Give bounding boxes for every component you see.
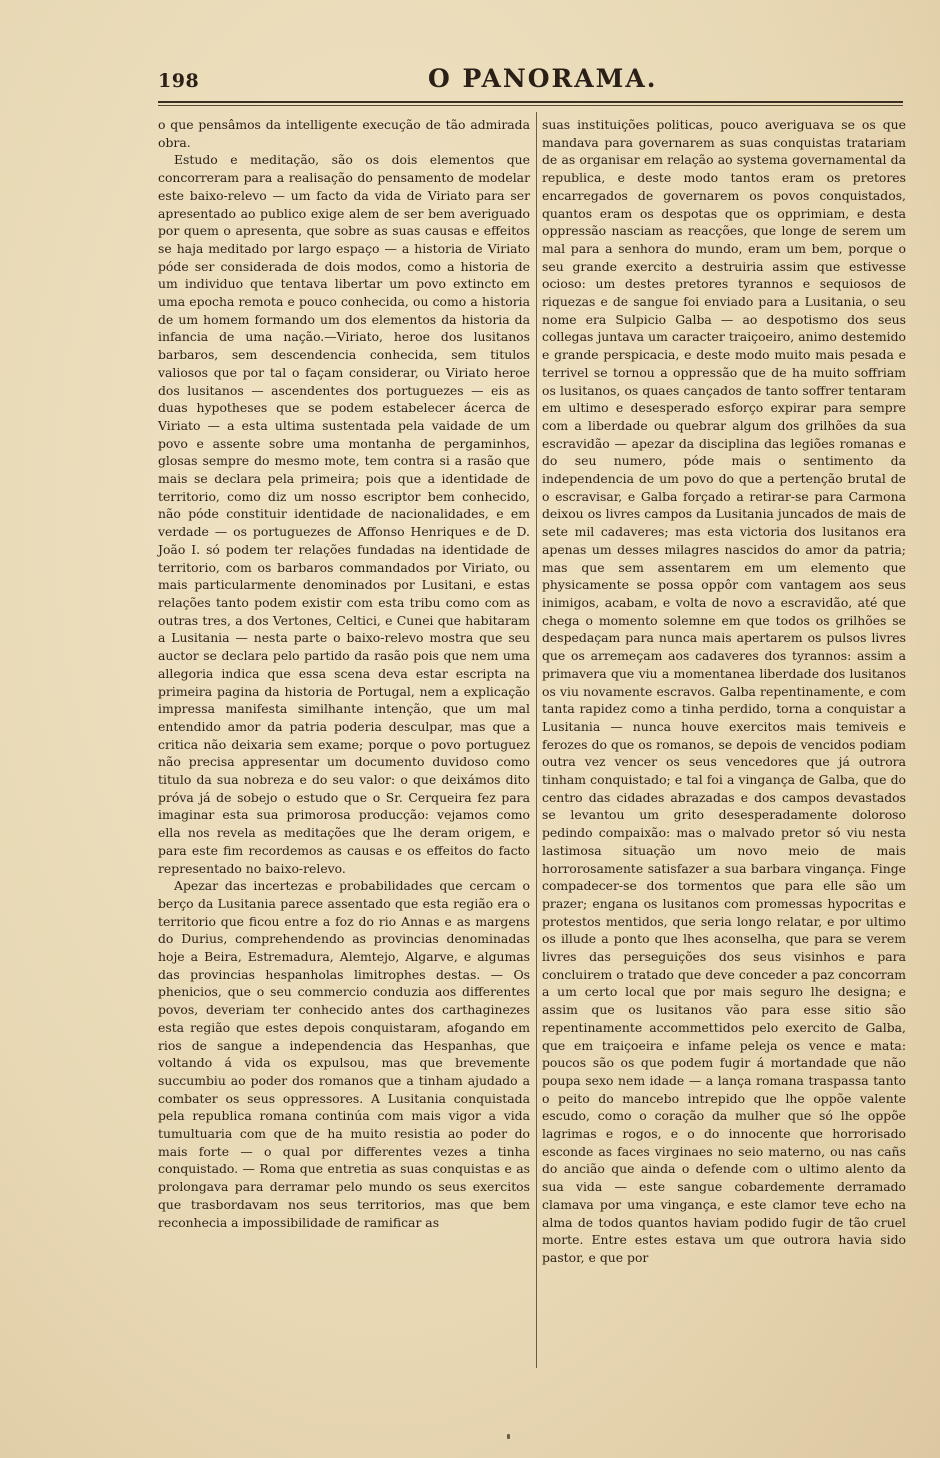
page-header bbox=[158, 64, 903, 98]
left-paragraph-1: o que pensâmos da intelligente execução de tão admirada obra. bbox=[158, 117, 530, 150]
right-column bbox=[542, 116, 906, 1267]
header-rule-thin bbox=[158, 105, 903, 106]
right-paragraph-1: suas instituições politicas, pouco averiguava se os que mandava para governarem as suas conquistas tratariam de as organisar em relação ao systema governamental da republica, e deste modo tantos eram os pretores encarregados de governarem os povos conquistados, quantos eram os despotas que os opprimiam, e desta oppressão nasciam as reacções, que longe de serem um mal para a senhora do mundo, eram um bem, porque o seu grande exercito a destruiria assim que estivesse ocioso: um destes pretores tyrannos e sequiosos de riquezas e de sangue foi enviado para a Lusitania, o seu nome era Sulpicio Galba — ao despotismo dos seus collegas juntava um caracter traiçoeiro, animo destemido e grande perspicacia, e deste modo muito mais pesada e terrivel se tornou a oppressão que de ha muito soffriam os lusitanos, os quaes cançados de tanto soffrer tentaram em ultimo e desesperado esforço expirar para sempre com a liberdade ou quebrar algum dos grilhões da sua escravidão — apezar da disciplina das legiões romanas e do seu numero, póde mais o sentimento da independencia de um povo do que a pertenção brutal de o escravisar, e Galba forçado a retirar-se para Carmona deixou os livres campos da Lusitania juncados de mais de sete mil cadaveres; mas esta victoria dos lusitanos era apenas um desses milagres nascidos do amor da patria; mas que sem assentarem em um elemento que physicamente se possa oppôr com vantagem aos seus inimigos, acabam, e volta de novo a escravidão, até que chega o momento solemne em que todos os grilhões se despedaçam para nunca mais apertarem os pulsos livres que os arremeçam aos cadaveres dos tyrannos: assim a primavera que viu a momentanea liberdade dos lusitanos os viu novamente escravos. Galba repentinamente, e com tanta rapidez como a tinha perdido, torna a conquistar a Lusitania — nunca houve exercitos mais temiveis e ferozes do que os romanos, se depois de vencidos podiam outra vez vencer os seus vencedores que já outrora tinham conquistado; e tal foi a vingança de Galba, que do centro das cidades abrazadas e dos campos devastados se levantou um grito desesperadamente doloroso pedindo compaixão: mas o malvado pretor só viu nesta lastimosa situação um novo meio de mais horrorosamente satisfazer a sua barbara vingança. Finge compadecer-se dos tormentos que para elle são um prazer; engana os lusitanos com promessas hypocritas e protestos mentidos, que seria longo relatar, e por ultimo os illude a ponto que lhes aconselha, que para se verem livres das perseguições dos seus visinhos e para concluirem o tratado que deve conceder a paz concorram a um certo local que por mais seguro lhe designa; e assim que os lusitanos vão para esse sitio são repentinamente accommettidos pelo exercito de Galba, que em traiçoeira e infame peleja os vence e mata: poucos são os que podem fugir á mortandade que não poupa sexo nem idade — a lança romana traspassa tanto o peito do mancebo intrepido que lhe oppõe valente escudo, como o coração da mulher que só lhe oppõe lagrimas e rogos, e o do innocente que horrorisado esconde as faces virginaes no seio materno, ou nas cañs do ancião que ainda o defende com o ultimo alento da sua vida — este sangue cobardemente derramado clamava por uma vingança, e este clamor teve echo na alma de todos quantos haviam podido fugir de tão cruel morte. Entre estes estava um que outrora havia sido pastor, e que por bbox=[542, 117, 906, 1265]
journal-title: O PANORAMA. bbox=[428, 64, 658, 93]
page-number: 198 bbox=[158, 70, 200, 92]
left-paragraph-2: Estudo e meditação, são os dois elementos que concorreram para a realisação do pensamento de modelar este baixo-relevo — um facto da vida de Viriato para ser apresentado ao publico exige alem de ser bem averiguado por quem o apresenta, que sobre as suas causas e effeitos se haja meditado por largo espaço — a historia de Viriato póde ser considerada de dois modos, como a historia de um individuo que tentava libertar um povo extincto em uma epocha remota e pouco conhecida, ou como a historia de um homem formando um dos elementos da historia da infancia de uma nação.—Viriato, heroe dos lusitanos barbaros, sem descendencia conhecida, sem titulos valiosos que por tal o façam considerar, ou Viriato heroe dos lusitanos — ascendentes dos portuguezes — eis as duas hypotheses que se podem estabelecer ácerca de Viriato — a esta ultima sustentada pela vaidade de um povo e assente sobre uma montanha de pergaminhos, glosas sempre do mesmo mote, tem contra si a rasão que mais se declara pela primeira; pois que a identidade de territorio, como diz um nosso escriptor bem conhecido, não póde constituir identidade de nacionalidades, e em verdade — os portuguezes de Affonso Henriques e de D. João I. só podem ter relações fundadas na identidade de territorio, com os barbaros commandados por Viriato, ou mais particularmente denominados por Lusitani, e estas relações tanto podem existir com esta tribu como com as outras tres, a dos Vertones, Celtici, e Cunei que habitaram a Lusitania — nesta parte o baixo-relevo mostra que seu auctor se declara pelo partido da rasão pois que nem uma allegoria indica que essa scena deva estar escripta na primeira pagina da historia de Portugal, nem a explicação impressa manifesta similhante intenção, que um mal entendido amor da patria poderia desculpar, mas que a critica não deixaria sem exame; porque o povo portuguez não precisa appresentar um documento duvidoso como titulo da sua nobreza e do seu valor: o que deixámos dito próva já de sobejo o estudo que o Sr. Cerqueira fez para imaginar esta sua primorosa producção: vejamos como ella nos revela as meditações que lhe deram origem, e para este fim recordemos as causas e os effeitos do facto representado no baixo-relevo. bbox=[158, 152, 530, 876]
column-divider bbox=[536, 112, 537, 1368]
left-column bbox=[158, 116, 530, 1231]
paper-speck bbox=[507, 1434, 510, 1439]
header-rule bbox=[158, 101, 903, 103]
left-paragraph-3: Apezar das incertezas e probabilidades que cercam o berço da Lusitania parece assentado que esta região era o territorio que ficou entre a foz do rio Annas e as margens do Durius, comprehendendo as provincias denominadas hoje a Beira, Estremadura, Alemtejo, Algarve, e algumas das provincias hespanholas limitrophes destas. — Os phenicios, que o seu commercio conduzia aos differentes povos, deveriam ter conhecido antes dos carthaginezes esta região que estes depois conquistaram, afogando em rios de sangue a independencia das Hespanhas, que voltando á vida os expulsou, mas que brevemente succumbiu ao poder dos romanos que a tinham ajudado a combater os seus oppressores. A Lusitania conquistada pela republica romana continúa com mais vigor a vida tumultuaria com que de ha muito resistia ao poder do mais forte — o qual por differentes vezes a tinha conquistado. — Roma que entretia as suas conquistas e as prolongava para derramar pelo mundo os seus exercitos que trasbordavam nos seus territorios, mas que bem reconhecia a impossibilidade de ramificar as bbox=[158, 878, 530, 1230]
